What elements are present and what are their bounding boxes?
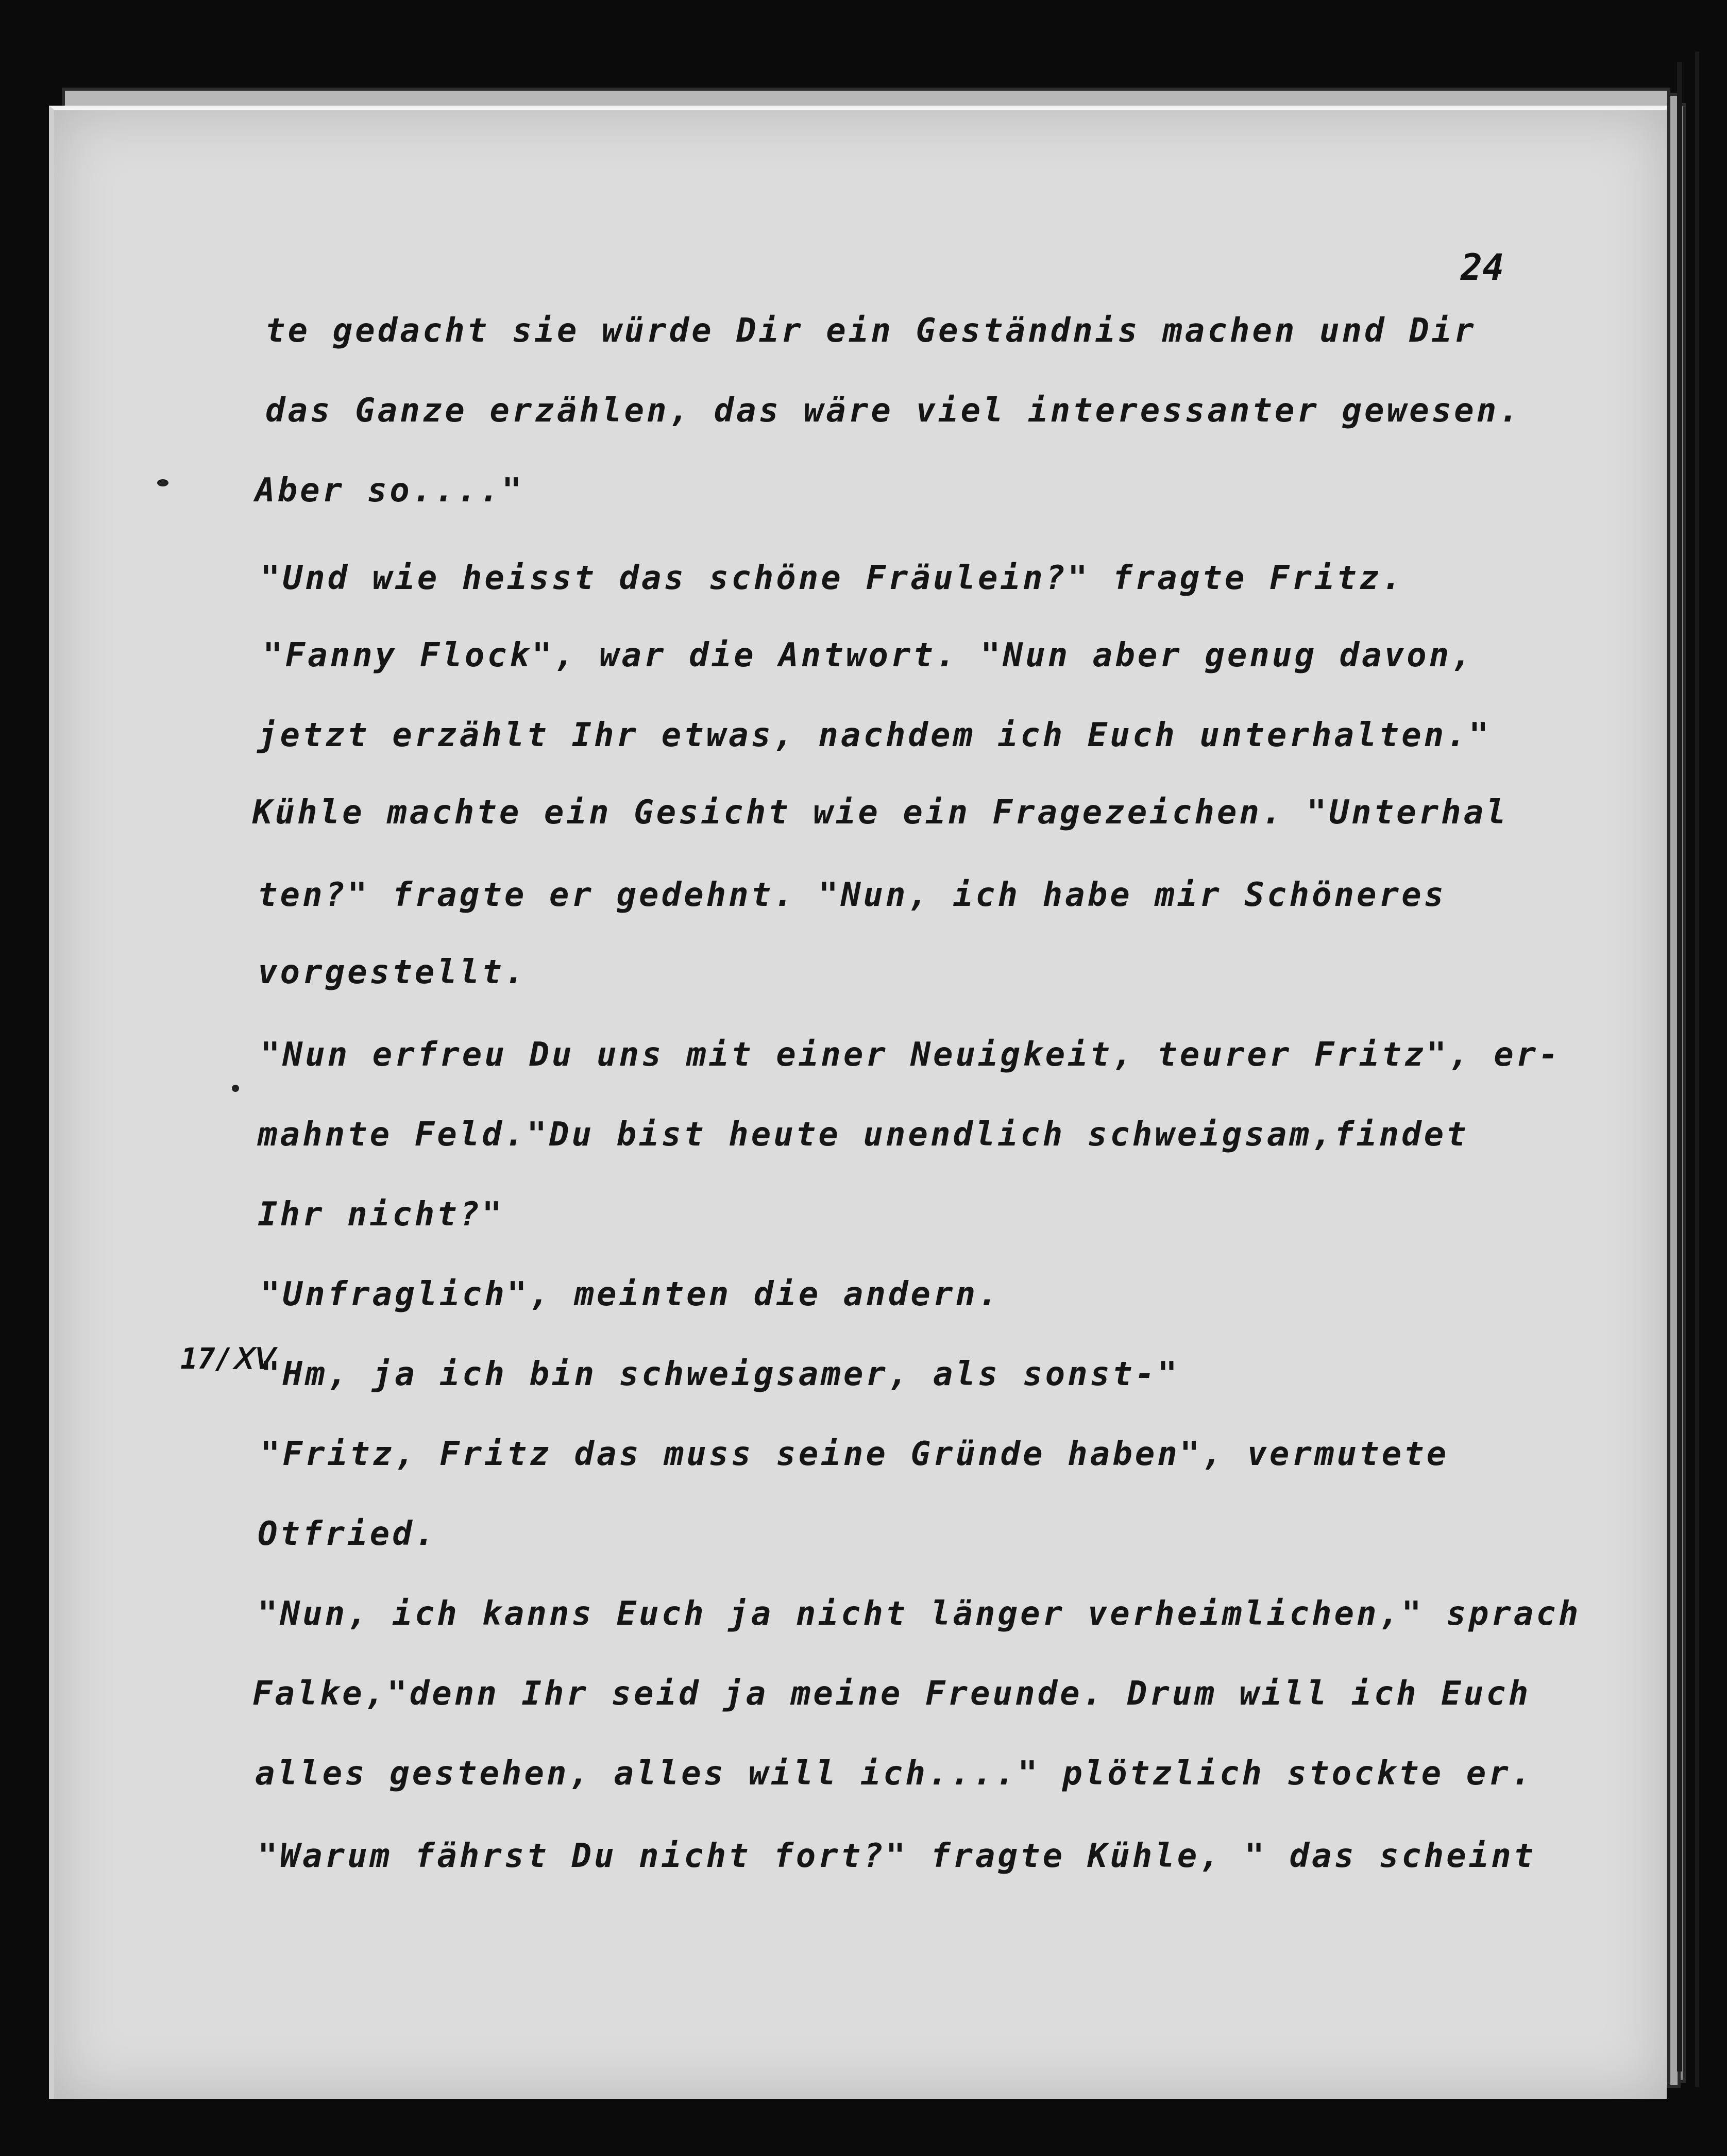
text-line: "Nun, ich kanns Euch ja nicht länger verheimlichen," sprach: [258, 1595, 1581, 1633]
text-line: "Hm, ja ich bin schweigsamer, als sonst-": [260, 1355, 1180, 1393]
text-line: "Und wie heisst das schöne Fräulein?" fragte Fritz.: [260, 559, 1404, 597]
text-line: "Nun erfreu Du uns mit einer Neuigkeit, teurer Fritz", er-: [260, 1036, 1561, 1074]
page-number: 24: [1461, 246, 1504, 289]
text-line: "Fritz, Fritz das muss seine Gründe haben", vermutete: [260, 1435, 1449, 1473]
text-line: Aber so....": [255, 471, 524, 510]
text-line: Falke,"denn Ihr seid ja meine Freunde. Drum will ich Euch: [252, 1675, 1531, 1713]
text-line: das Ganze erzählen, das wäre viel interessanter gewesen.: [265, 392, 1521, 430]
text-line: te gedacht sie würde Dir ein Geständnis machen und Dir: [265, 312, 1477, 350]
text-line: "Unfraglich", meinten die andern.: [260, 1275, 1001, 1313]
margin-annotation: 17/ⅩⅤ: [180, 1342, 272, 1376]
text-line: mahnte Feld."Du bist heute unendlich schweigsam,findet: [258, 1116, 1469, 1154]
text-line: ten?" fragte er gedehnt. "Nun, ich habe mir Schöneres: [258, 876, 1447, 914]
text-line: vorgestellt.: [258, 953, 527, 991]
text-line: alles gestehen, alles will ich...." plötzlich stockte er.: [255, 1755, 1534, 1793]
text-line: "Warum fährst Du nicht fort?" fragte Kühle, " das scheint: [258, 1837, 1536, 1875]
text-line: Otfried.: [258, 1515, 437, 1553]
text-line: jetzt erzählt Ihr etwas, nachdem ich Euch unterhalten.": [258, 716, 1492, 754]
text-line: Ihr nicht?": [258, 1195, 504, 1234]
text-line: Kühle machte ein Gesicht wie ein Fragezeichen. "Unterhal: [252, 794, 1509, 832]
text-line: "Fanny Flock", war die Antwort. "Nun aber genug davon,: [263, 636, 1474, 675]
